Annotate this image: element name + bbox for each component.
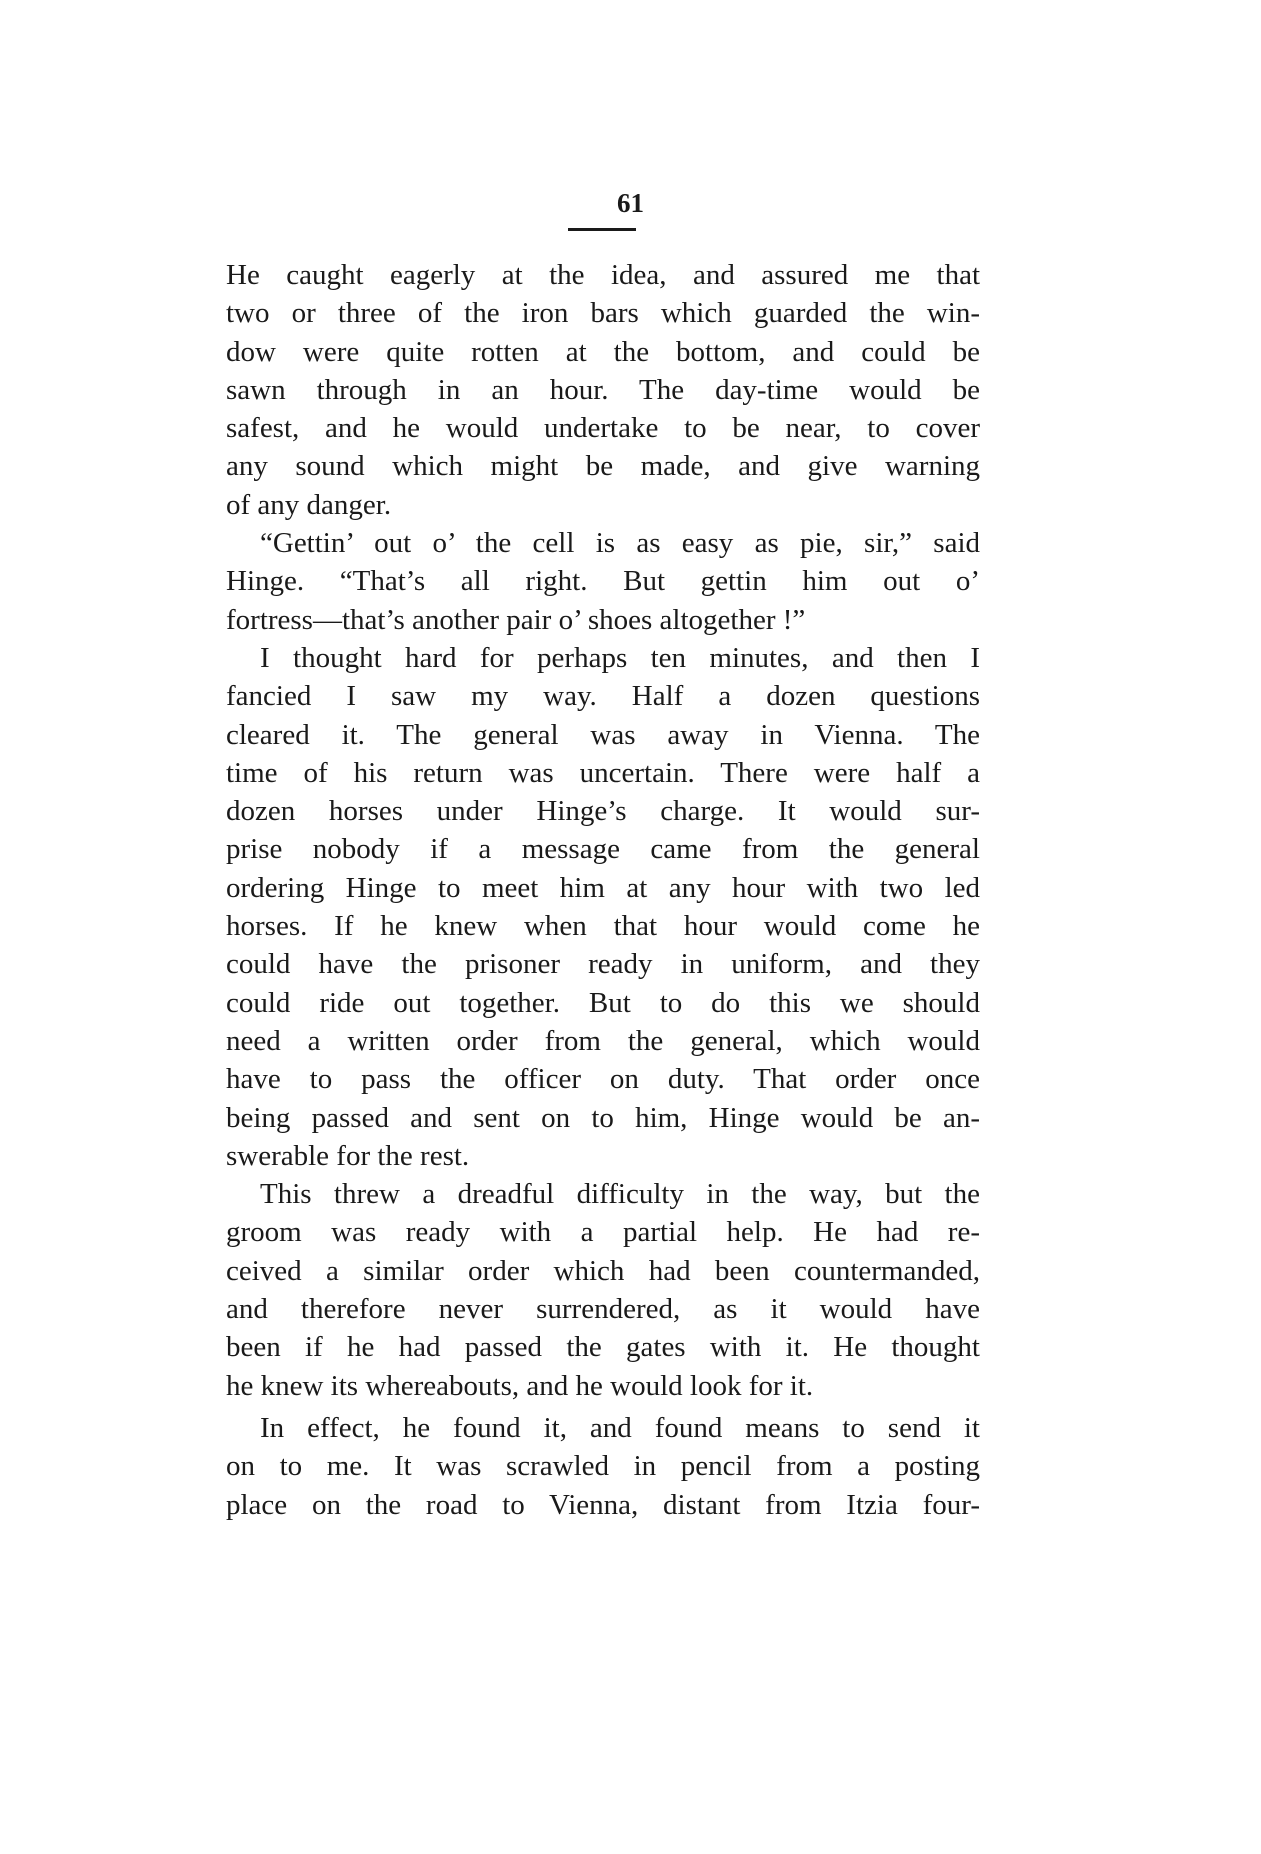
text-line: could have the prisoner ready in uniform, and they <box>226 948 980 981</box>
text-line: time of his return was uncertain. There were half a <box>226 756 980 789</box>
text-line: horses. If he knew when that hour would come he <box>226 910 980 943</box>
text-line: I thought hard for perhaps ten minutes, and then I <box>260 641 980 674</box>
text-line: been if he had passed the gates with it. He thought <box>226 1331 980 1364</box>
text-line: could ride out together. But to do this we should <box>226 986 980 1019</box>
text-line: cleared it. The general was away in Vienna. The <box>226 718 980 751</box>
text-line: fortress—that’s another pair o’ shoes altogether !” <box>226 603 806 636</box>
page-number-rule <box>568 228 636 231</box>
text-line: In effect, he found it, and found means to send it <box>260 1411 980 1444</box>
text-line: need a written order from the general, which would <box>226 1024 980 1057</box>
text-line: fancied I saw my way. Half a dozen questions <box>226 680 980 713</box>
text-line: ordering Hinge to meet him at any hour with two led <box>226 871 980 904</box>
text-line: Hinge. “That’s all right. But gettin him out o’ <box>226 565 980 598</box>
text-line: dozen horses under Hinge’s charge. It would sur- <box>226 795 980 828</box>
text-line: This threw a dreadful difficulty in the way, but the <box>260 1178 980 1211</box>
text-line: prise nobody if a message came from the general <box>226 833 980 866</box>
text-line: He caught eagerly at the idea, and assured me that <box>226 259 980 291</box>
text-line: he knew its whereabouts, and he would look for it. <box>226 1369 814 1402</box>
text-line: safest, and he would undertake to be near, to cover <box>226 412 980 445</box>
text-line: on to me. It was scrawled in pencil from a posting <box>226 1450 980 1483</box>
text-line: dow were quite rotten at the bottom, and could be <box>226 335 980 368</box>
text-line: of any danger. <box>226 488 392 521</box>
text-line: swerable for the rest. <box>226 1139 470 1172</box>
text-line: groom was ready with a partial help. He had re- <box>226 1216 980 1249</box>
text-line: any sound which might be made, and give warning <box>226 450 980 483</box>
text-line: being passed and sent on to him, Hinge would be an- <box>226 1101 980 1134</box>
text-line: two or three of the iron bars which guarded the win- <box>226 297 980 330</box>
text-line: have to pass the officer on duty. That order once <box>226 1063 980 1096</box>
text-line: “Gettin’ out o’ the cell is as easy as pie, sir,” said <box>260 527 980 560</box>
text-line: ceived a similar order which had been countermanded, <box>226 1254 980 1287</box>
text-line: sawn through in an hour. The day-time would be <box>226 373 980 406</box>
text-line: place on the road to Vienna, distant from Itzia four- <box>226 1488 980 1521</box>
page-number: 61 <box>617 188 644 218</box>
text-line: and therefore never surrendered, as it would have <box>226 1293 980 1326</box>
body-text <box>226 256 980 1524</box>
